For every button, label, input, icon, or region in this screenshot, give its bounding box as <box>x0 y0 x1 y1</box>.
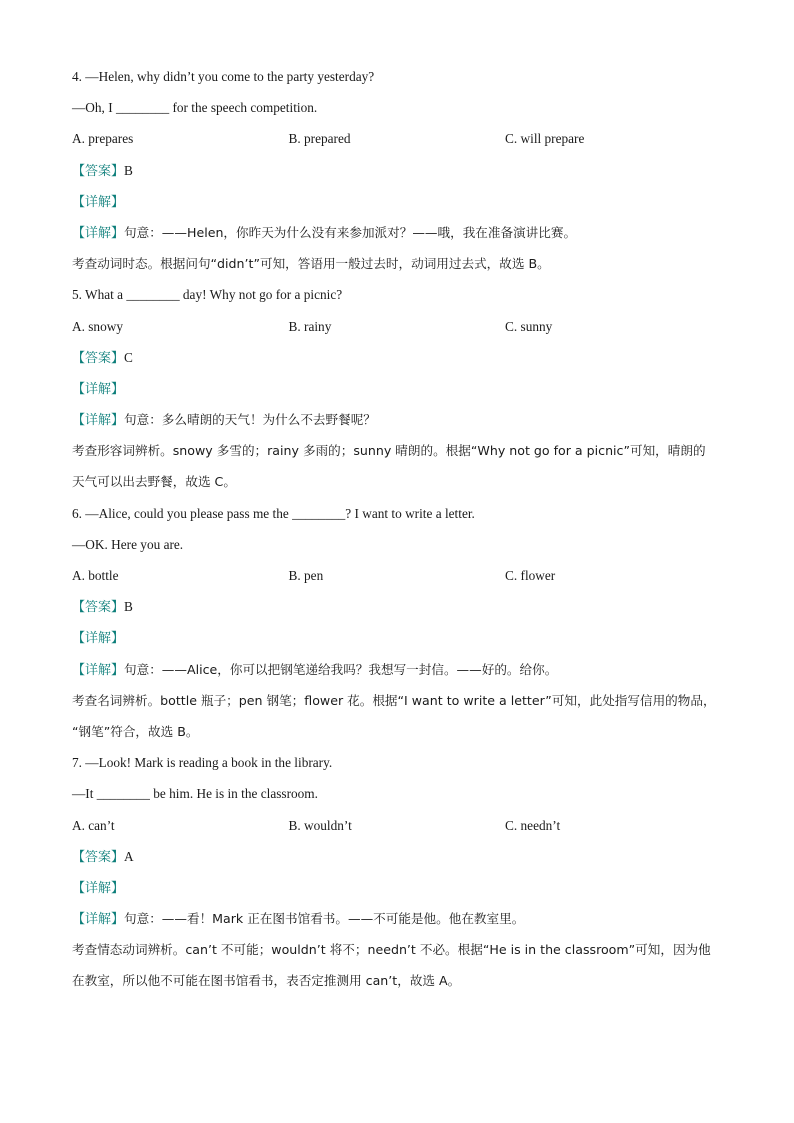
analysis-line: 考查情态动词辨析。can’t 不可能；wouldn’t 将不；needn’t 不必。根据“He is in the classroom”可知，因为他 <box>72 942 711 958</box>
answer-line <box>72 158 724 189</box>
question-5 <box>72 282 724 500</box>
option-a: A. can’t <box>72 817 115 833</box>
answer-tag: 【答案】 <box>72 163 125 179</box>
answer-line <box>72 844 724 875</box>
option-c: C. will prepare <box>505 131 585 147</box>
detail-tag: 【详解】 <box>72 662 125 678</box>
detail-tag: 【详解】 <box>72 413 125 429</box>
question-7 <box>72 750 724 1000</box>
option-b: B. prepared <box>288 131 351 147</box>
detail-heading-tag: 【详解】 <box>72 880 125 896</box>
answer-tag: 【答案】 <box>72 600 125 616</box>
option-a: A. snowy <box>72 318 123 334</box>
detail-tag: 【详解】 <box>72 912 125 928</box>
answer-options <box>72 126 724 157</box>
detail-heading-tag: 【详解】 <box>72 381 125 397</box>
question-stem-reply: —OK. Here you are. <box>72 536 184 552</box>
translation-text: 句意：多么晴朗的天气！为什么不去野餐呢？ <box>124 412 376 428</box>
analysis-line: 考查形容词辨析。snowy 多雪的；rainy 多雨的；sunny 晴朗的。根据“Why not go for a picnic”可知，晴朗的 <box>72 443 706 459</box>
answer-line <box>72 594 724 625</box>
translation-line <box>72 407 724 438</box>
detail-heading <box>72 875 724 906</box>
question-stem: 7. —Look! Mark is reading a book in the library. <box>72 755 333 771</box>
answer-options <box>72 563 724 594</box>
option-c: C. needn’t <box>505 817 561 833</box>
analysis-line: 考查名词辨析。bottle 瓶子；pen 钢笔；flower 花。根据“I want to write a letter”可知，此处指写信用的物品， <box>72 692 716 708</box>
answer-options <box>72 314 724 345</box>
question-stem-reply: —It ________ be him. He is in the classroom. <box>72 786 318 802</box>
option-a: A. prepares <box>72 131 134 147</box>
translation-text: 句意：——Alice，你可以把钢笔递给我吗？我想写一封信。——好的。给你。 <box>124 661 558 677</box>
translation-line <box>72 220 724 251</box>
translation-line <box>72 906 724 937</box>
detail-heading <box>72 376 724 407</box>
answer-options <box>72 813 724 844</box>
analysis-line-continued: 在教室，所以他不可能在图书馆看书，表否定推测用 can’t，故选 A。 <box>72 973 461 989</box>
answer-line <box>72 345 724 376</box>
answer-value: B <box>124 162 133 178</box>
translation-text: 句意：——看！Mark 正在图书馆看书。——不可能是他。他在教室里。 <box>124 911 525 927</box>
detail-heading <box>72 625 724 656</box>
option-b: B. rainy <box>288 318 332 334</box>
analysis-line-continued: “钢笔”符合，故选 B。 <box>72 723 199 739</box>
detail-heading-tag: 【详解】 <box>72 194 125 210</box>
question-stem: 4. —Helen, why didn’t you come to the party yesterday? <box>72 69 375 84</box>
analysis-line: 考查动词时态。根据问句“didn’t”可知，答语用一般过去时，动词用过去式，故选 B。 <box>72 256 550 272</box>
translation-line <box>72 657 724 688</box>
question-4 <box>72 64 724 282</box>
detail-heading-tag: 【详解】 <box>72 631 125 647</box>
question-stem: 6. —Alice, could you please pass me the ________? I want to write a letter. <box>72 505 475 521</box>
detail-tag: 【详解】 <box>72 225 125 241</box>
answer-value: A <box>124 848 134 864</box>
option-c: C. sunny <box>505 318 553 334</box>
question-stem-reply: —Oh, I ________ for the speech competition. <box>72 100 318 116</box>
answer-tag: 【答案】 <box>72 350 125 366</box>
analysis-line-continued: 天气可以出去野餐，故选 C。 <box>72 474 236 490</box>
document-page <box>72 64 724 1000</box>
answer-value: C <box>124 349 133 365</box>
question-stem: 5. What a ________ day! Why not go for a picnic? <box>72 287 343 303</box>
answer-tag: 【答案】 <box>72 849 125 865</box>
option-b: B. pen <box>288 568 324 583</box>
detail-heading <box>72 189 724 220</box>
option-b: B. wouldn’t <box>288 817 352 833</box>
question-6 <box>72 501 724 751</box>
answer-value: B <box>124 599 133 615</box>
translation-text: 句意：——Helen，你昨天为什么没有来参加派对？——哦，我在准备演讲比赛。 <box>124 224 577 240</box>
option-a: A. bottle <box>72 568 119 583</box>
option-c: C. flower <box>505 568 556 583</box>
